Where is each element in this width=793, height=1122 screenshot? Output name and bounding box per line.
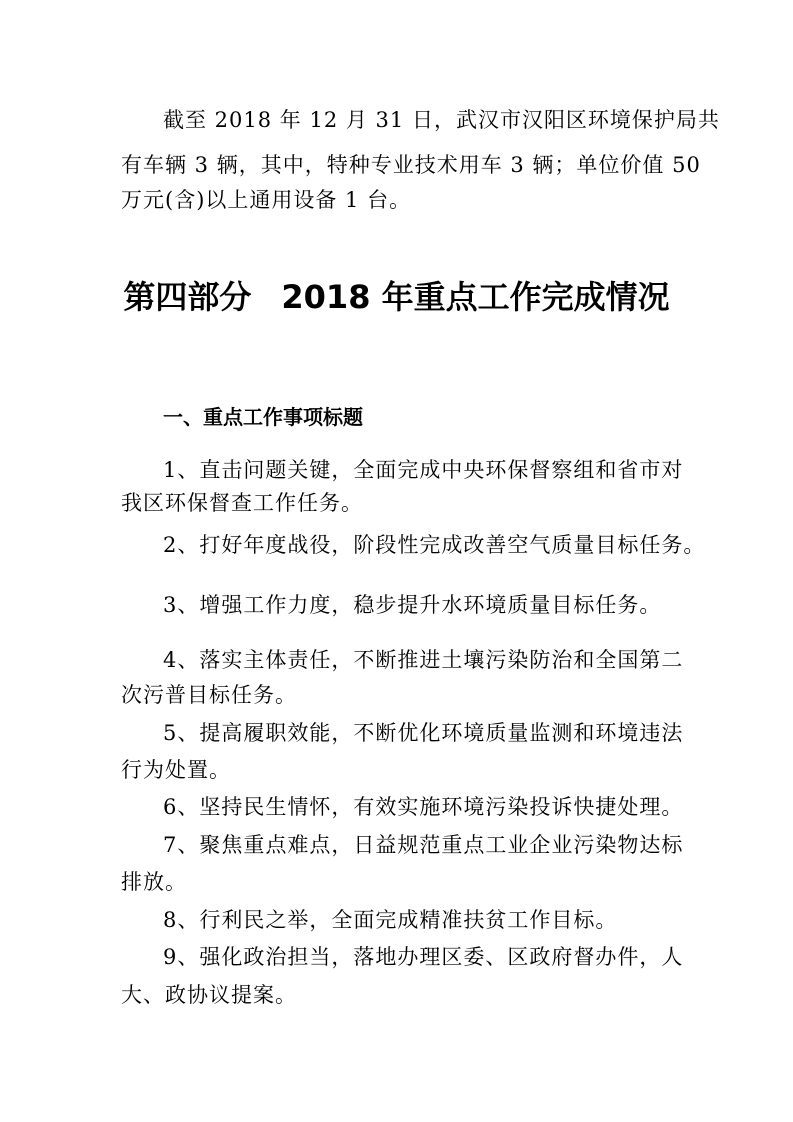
list-item-9-line-1: 9、强化政治担当，落地办理区委、区政府督办件，人 [163, 945, 684, 969]
list-item-8-line-1: 8、行利民之举，全面完成精准扶贫工作目标。 [163, 908, 618, 932]
list-item-2-line-1: 2、打好年度战役，阶段性完成改善空气质量目标任务。 [163, 533, 706, 557]
list-item-5-line-1: 5、提高履职效能，不断优化环境质量监测和环境违法 [163, 721, 684, 745]
list-item-7-line-2: 排放。 [121, 870, 187, 894]
list-item-4-line-2: 次污普目标任务。 [121, 683, 297, 707]
section-title [0, 275, 793, 319]
intro-line-2: 有车辆 3 辆，其中，特种专业技术用车 3 辆；单位价值 50 [121, 153, 701, 177]
list-item-1-line-2: 我区环保督查工作任务。 [121, 491, 363, 515]
section-part-label: 第四部分 [123, 278, 252, 316]
list-item-1-line-1: 1、直击问题关键，全面完成中央环保督察组和省市对 [163, 458, 684, 482]
intro-line-3: 万元(含)以上通用设备 1 台。 [121, 188, 412, 212]
list-item-9-line-2: 大、政协议提案。 [121, 983, 297, 1007]
intro-line-1: 截至 2018 年 12 月 31 日，武汉市汉阳区环境保护局共 [163, 108, 720, 132]
list-item-3-line-1: 3、增强工作力度，稳步提升水环境质量目标任务。 [163, 593, 662, 617]
list-item-5-line-2: 行为处置。 [121, 758, 231, 782]
section-title-text: 2018 年重点工作完成情况 [281, 278, 670, 316]
list-item-6-line-1: 6、坚持民生情怀，有效实施环境污染投诉快捷处理。 [163, 795, 684, 819]
list-item-7-line-1: 7、聚焦重点难点，日益规范重点工业企业污染物达标 [163, 833, 684, 857]
list-item-4-line-1: 4、落实主体责任，不断推进土壤污染防治和全国第二 [163, 648, 684, 672]
subheading: 一、重点工作事项标题 [163, 405, 363, 429]
